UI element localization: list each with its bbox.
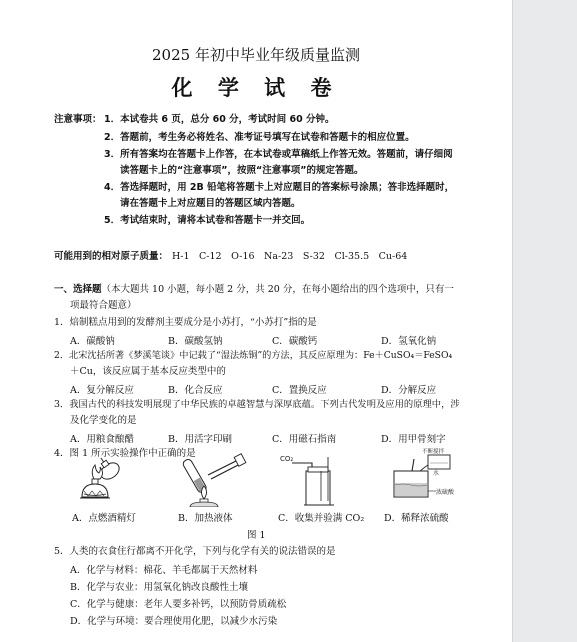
q1-option-c: C．碳酸钙 [272, 336, 318, 347]
q3-option-d: D．用甲骨刻字 [381, 434, 446, 445]
acid-label: 浓硫酸 [436, 489, 455, 496]
q3-option-a: A．用粮食酿醋 [70, 434, 134, 445]
note-item: 请在答题卡上对应题目的答题区域内答题。 [120, 198, 301, 209]
q4-option-d: D．稀释浓硫酸 [384, 513, 449, 524]
q5-option-a: A．化学与材料：棉花、羊毛都属于天然材料 [70, 565, 258, 576]
note-item: 读答题卡上的“注意事项”，按照“注意事项”的规定答题。 [120, 165, 364, 176]
q4-option-b: B．加热液体 [178, 513, 233, 524]
q3-option-c: C．用磁石指南 [272, 434, 337, 445]
question-2-stem-cont: ＋Cu，该反应属于基本反应类型中的 [70, 366, 226, 377]
co2-collection-figure [278, 449, 350, 507]
atomic-mass-label: 可能用到的相对原子质量： [54, 251, 169, 262]
question-2-stem: 2．北宋沈括所著《梦溪笔谈》中记载了“湿法炼铜”的方法，其反应原理为：Fe＋CuSO₄＝FeSO₄ [54, 350, 453, 361]
question-1-stem: 1．焙制糕点用到的发酵剂主要成分是小苏打，“小苏打”指的是 [54, 317, 317, 328]
stir-label: 不断搅拌 [422, 449, 445, 455]
q1-option-b: B．碳酸氢钠 [168, 336, 223, 347]
q2-option-a: A．复分解反应 [70, 385, 134, 396]
co2-label: CO₂ [280, 455, 294, 463]
q1-option-d: D．氢氧化钠 [381, 336, 437, 347]
q3-option-b: B．用活字印刷 [168, 434, 232, 445]
note-item: 5．考试结束时，请将本试卷和答题卡一并交回。 [104, 215, 311, 226]
q5-option-c: C．化学与健康：老年人要多补钙，以预防骨质疏松 [70, 599, 287, 610]
alcohol-lamp-figure [72, 449, 142, 507]
question-5-stem: 5．人类的衣食住行都离不开化学，下列与化学有关的说法错误的是 [54, 546, 336, 557]
note-item: 1．本试卷共 6 页，总分 60 分，考试时间 60 分钟。 [104, 114, 335, 125]
exam-title: 2025 年初中毕业年级质量监测 [152, 46, 360, 64]
section-instructions: （本大题共 10 小题，每小题 2 分，共 20 分，在每小题给出的四个选项中，只有一 [101, 284, 454, 295]
subject-title: 化 学 试 卷 [171, 76, 341, 100]
note-item: 3．所有答案均在答题卡上作答，在本试卷或草稿纸上作答无效。答题前，请仔细阅 [104, 149, 453, 160]
q5-option-d: D．化学与环境：要合理使用化肥，以减少水污染 [70, 616, 278, 627]
q4-option-c: C．收集并验满 CO₂ [278, 513, 365, 524]
note-item: 4．答选择题时，用 2B 铅笔将答题卡上对应题目的答案标号涂黑；答非选择题时， [104, 182, 455, 193]
heating-liquid-figure [178, 449, 250, 507]
question-4-stem: 4．图 1 所示实验操作中正确的是 [54, 448, 196, 459]
question-3-stem: 3．我国古代的科技发明展现了中华民族的卓越智慧与深厚底蕴。下列古代发明及应用的原理中，涉 [54, 399, 460, 410]
viewer-side-panel [512, 0, 577, 642]
notes-label: 注意事项： [54, 114, 102, 125]
dilute-acid-figure [388, 445, 468, 507]
q5-option-b: B．化学与农业：用氢氧化钠改良酸性土壤 [70, 582, 248, 593]
section-instructions-line2: 项最符合题意） [70, 300, 137, 311]
q4-option-a: A．点燃酒精灯 [72, 513, 136, 524]
q2-option-b: B．化合反应 [168, 385, 223, 396]
q2-option-c: C．置换反应 [272, 385, 327, 396]
note-item: 2．答题前，考生务必将姓名、准考证号填写在试卷和答题卡的相应位置。 [104, 132, 415, 143]
water-label: 水 [433, 470, 440, 477]
q1-option-a: A．碳酸钠 [70, 336, 115, 347]
figure-caption: 图 1 [247, 530, 266, 541]
atomic-mass-values: H-1 C-12 O-16 Na-23 S-32 Cl-35.5 Cu-64 [172, 251, 408, 262]
section-heading: 一、选择题（本大题共 10 小题，每小题 2 分，共 20 分，在每小题给出的四个选项中，只有一 [54, 284, 454, 295]
q2-option-d: D．分解反应 [381, 385, 437, 396]
question-3-stem-cont: 及化学变化的是 [70, 415, 137, 426]
